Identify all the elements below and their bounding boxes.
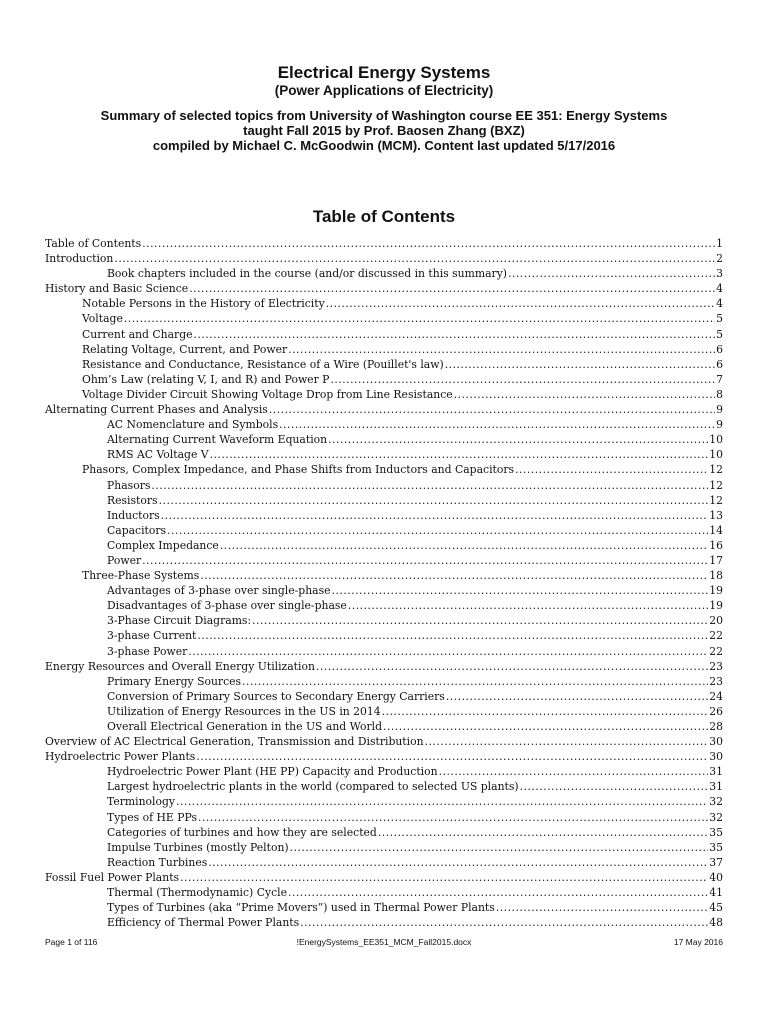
toc-dot-leader xyxy=(288,342,715,357)
toc-dot-leader xyxy=(288,885,708,900)
toc-entry-title: AC Nomenclature and Symbols xyxy=(107,418,279,432)
toc-dot-leader xyxy=(167,523,708,538)
document-header xyxy=(0,63,768,153)
toc-entry[interactable] xyxy=(45,915,723,930)
toc-entry[interactable] xyxy=(45,613,723,628)
toc-entry-title: Overall Electrical Generation in the US and World xyxy=(107,720,383,733)
toc-dot-leader xyxy=(196,749,708,764)
toc-entry[interactable] xyxy=(45,447,723,462)
toc-entry-title: Largest hydroelectric plants in the world (compared to selected US plants) xyxy=(107,780,519,794)
toc-entry-page: 6 xyxy=(716,357,723,371)
toc-entry[interactable] xyxy=(45,825,723,840)
toc-entry-page: 40 xyxy=(709,870,723,884)
toc-entry-title: 3-Phase Circuit Diagrams: xyxy=(107,614,252,628)
toc-entry[interactable] xyxy=(45,402,723,417)
footer-filename: !EnergySystems_EE351_MCM_Fall2015.docx xyxy=(296,937,472,947)
toc-entry-page: 1 xyxy=(716,237,723,250)
toc-entry-page: 26 xyxy=(709,704,723,718)
footer-date: 17 May 2016 xyxy=(673,937,723,947)
toc-entry-page: 6 xyxy=(716,342,723,356)
toc-entry-title: Relating Voltage, Current, and Power xyxy=(82,342,288,356)
toc-entry-page: 4 xyxy=(716,282,723,296)
toc-dot-leader xyxy=(188,644,708,659)
toc-entry-title: Resistors xyxy=(107,493,158,507)
toc-dot-leader xyxy=(348,598,708,613)
toc-entry[interactable] xyxy=(45,342,723,357)
toc-entry-page: 3 xyxy=(716,267,723,281)
toc-entry-page: 35 xyxy=(709,825,723,839)
toc-entry[interactable] xyxy=(45,523,723,538)
toc-entry-page: 9 xyxy=(716,403,723,417)
document-title: Electrical Energy Systems xyxy=(277,63,491,82)
toc-entry-title: Impulse Turbines (mostly Pelton) xyxy=(107,840,289,854)
toc-dot-leader xyxy=(208,855,708,870)
toc-entry-title: Phasors xyxy=(107,478,151,492)
toc-entry-title: Complex Impedance xyxy=(107,538,219,552)
summary-line-course: Summary of selected topics from University of Washington course EE 351: Energy Systems xyxy=(100,108,668,123)
toc-dot-leader xyxy=(439,764,709,779)
toc-entry-page: 4 xyxy=(716,297,723,311)
toc-dot-leader xyxy=(520,779,709,794)
toc-dot-leader xyxy=(189,281,715,296)
toc-entry-title: Thermal (Thermodynamic) Cycle xyxy=(107,886,287,900)
toc-entry[interactable] xyxy=(45,734,723,749)
toc-entry-title: History and Basic Science xyxy=(45,282,189,296)
toc-entry-page: 35 xyxy=(709,840,723,854)
toc-entry[interactable] xyxy=(45,372,723,387)
toc-entry[interactable] xyxy=(45,810,723,825)
toc-entry[interactable] xyxy=(45,885,723,900)
toc-dot-leader xyxy=(515,462,708,477)
toc-dot-leader xyxy=(269,402,715,417)
toc-entry[interactable] xyxy=(45,628,723,643)
toc-entry-page: 22 xyxy=(709,629,723,643)
toc-entry-page: 32 xyxy=(709,810,723,824)
toc-dot-leader xyxy=(300,915,708,930)
summary-line-compiler: compiled by Michael C. McGoodwin (MCM). Content last updated 5/17/2016 xyxy=(152,138,616,153)
toc-dot-leader xyxy=(176,794,708,809)
toc-entry-page: 12 xyxy=(709,463,723,477)
toc-entry-title: Introduction xyxy=(45,252,114,266)
toc-entry-title: Terminology xyxy=(107,795,176,809)
toc-entry[interactable] xyxy=(45,387,723,402)
toc-entry[interactable] xyxy=(45,357,723,372)
toc-entry-page: 12 xyxy=(709,478,723,492)
toc-dot-leader xyxy=(316,659,708,674)
toc-entry-page: 28 xyxy=(709,720,723,733)
toc-dot-leader xyxy=(142,553,708,568)
toc-entry-page: 31 xyxy=(709,765,723,779)
toc-entry-page: 23 xyxy=(709,659,723,673)
toc-entry-title: Capacitors xyxy=(107,523,167,537)
toc-entry-page: 18 xyxy=(709,569,723,583)
summary-line-instructor: taught Fall 2015 by Prof. Baosen Zhang (BXZ) xyxy=(243,123,525,138)
toc-entry-title: RMS AC Voltage V xyxy=(107,448,209,462)
footer-page-number: Page 1 of 116 xyxy=(45,937,98,947)
toc-entry-page: 23 xyxy=(709,674,723,688)
toc-entry-page: 22 xyxy=(709,644,723,658)
toc-entry-page: 19 xyxy=(709,599,723,613)
toc-entry-page: 5 xyxy=(716,327,723,341)
toc-dot-leader xyxy=(332,583,709,598)
toc-entry[interactable] xyxy=(45,855,723,870)
toc-entry-page: 41 xyxy=(709,886,723,900)
toc-dot-leader xyxy=(197,628,708,643)
toc-entry[interactable] xyxy=(45,644,723,659)
toc-entry-title: Energy Resources and Overall Energy Utilization xyxy=(45,659,315,673)
toc-entry[interactable] xyxy=(45,794,723,809)
toc-entry-title: Hydroelectric Power Plants xyxy=(45,750,196,764)
toc-entry-title: Advantages of 3-phase over single-phase xyxy=(107,584,331,598)
toc-dot-leader xyxy=(326,296,715,311)
toc-entry-page: 30 xyxy=(709,735,723,749)
toc-entry[interactable] xyxy=(45,568,723,583)
toc-dot-leader xyxy=(242,674,708,689)
toc-dot-leader xyxy=(151,478,708,493)
toc-entry[interactable] xyxy=(45,281,723,296)
toc-entry-page: 17 xyxy=(709,553,723,567)
toc-entry-page: 5 xyxy=(716,312,723,326)
toc-entry-page: 20 xyxy=(709,614,723,628)
document-subtitle: (Power Applications of Electricity) xyxy=(274,83,494,98)
toc-entry[interactable] xyxy=(45,266,723,281)
toc-entry[interactable] xyxy=(45,583,723,598)
toc-entry[interactable] xyxy=(45,749,723,764)
toc-entry[interactable] xyxy=(45,870,723,885)
toc-entry-page: 7 xyxy=(716,372,723,386)
toc-entry[interactable] xyxy=(45,432,723,447)
toc-entry-title: Notable Persons in the History of Electricity xyxy=(82,297,325,311)
toc-entry[interactable] xyxy=(45,598,723,613)
toc-entry-page: 9 xyxy=(716,418,723,432)
toc-entry[interactable] xyxy=(45,311,723,326)
toc-entry[interactable] xyxy=(45,462,723,477)
toc-entry-title: Types of Turbines (aka “Prime Movers”) used in Thermal Power Plants xyxy=(107,901,495,915)
toc-dot-leader xyxy=(454,387,715,402)
toc-entry-page: 24 xyxy=(709,689,723,703)
toc-entry-page: 48 xyxy=(709,916,723,930)
toc-entry-title: Primary Energy Sources xyxy=(107,674,242,688)
toc-dot-leader xyxy=(445,357,715,372)
toc-entry-title: Current and Charge xyxy=(82,327,193,341)
table-of-contents xyxy=(45,236,723,930)
toc-entry-title: Disadvantages of 3-phase over single-phase xyxy=(107,599,347,613)
toc-entry-title: Phasors, Complex Impedance, and Phase Shifts from Inductors and Capacitors xyxy=(82,463,515,477)
toc-entry-page: 10 xyxy=(709,433,723,447)
toc-entry[interactable] xyxy=(45,508,723,523)
toc-dot-leader xyxy=(142,236,715,251)
toc-dot-leader xyxy=(161,508,709,523)
toc-dot-leader xyxy=(425,734,709,749)
toc-entry-page: 13 xyxy=(709,508,723,522)
toc-entry-page: 37 xyxy=(709,855,723,869)
toc-entry-title: Inductors xyxy=(107,508,160,522)
toc-entry-page: 14 xyxy=(709,523,723,537)
page-footer xyxy=(45,937,723,951)
toc-entry[interactable] xyxy=(45,553,723,568)
toc-dot-leader xyxy=(508,266,715,281)
toc-dot-leader xyxy=(328,432,708,447)
toc-entry[interactable] xyxy=(45,704,723,719)
toc-dot-leader xyxy=(194,327,716,342)
toc-entry-title: Conversion of Primary Sources to Secondary Energy Carriers xyxy=(107,689,445,703)
toc-entry[interactable] xyxy=(45,493,723,508)
toc-dot-leader xyxy=(378,825,708,840)
toc-entry-title: 3-phase Current xyxy=(107,629,197,643)
toc-dot-leader xyxy=(159,493,709,508)
toc-dot-leader xyxy=(252,613,708,628)
toc-dot-leader xyxy=(496,900,708,915)
toc-entry[interactable] xyxy=(45,236,723,251)
toc-entry-page: 10 xyxy=(709,448,723,462)
toc-entry-title: Three-Phase Systems xyxy=(82,569,200,583)
toc-entry-page: 2 xyxy=(716,252,723,266)
toc-entry-title: 3-phase Power xyxy=(107,644,188,658)
toc-entry-page: 19 xyxy=(709,584,723,598)
toc-entry[interactable] xyxy=(45,296,723,311)
document-summary xyxy=(0,108,768,153)
toc-dot-leader xyxy=(198,810,708,825)
toc-entry-title: Resistance and Conductance, Resistance of a Wire (Pouillet's law) xyxy=(82,357,444,371)
toc-dot-leader xyxy=(383,719,708,734)
toc-entry[interactable] xyxy=(45,417,723,432)
toc-entry[interactable] xyxy=(45,779,723,794)
toc-dot-leader xyxy=(446,689,708,704)
toc-entry[interactable] xyxy=(45,659,723,674)
toc-entry-title: Fossil Fuel Power Plants xyxy=(45,870,180,884)
toc-heading: Table of Contents xyxy=(312,207,456,226)
toc-entry[interactable] xyxy=(45,900,723,915)
toc-dot-leader xyxy=(210,447,709,462)
toc-entry-title: Table of Contents xyxy=(45,237,142,250)
toc-entry-title: Power xyxy=(107,553,142,567)
toc-entry[interactable] xyxy=(45,327,723,342)
toc-entry[interactable] xyxy=(45,674,723,689)
toc-entry-title: Hydroelectric Power Plant (HE PP) Capacity and Production xyxy=(107,765,438,779)
toc-entry[interactable] xyxy=(45,764,723,779)
toc-entry-page: 45 xyxy=(709,901,723,915)
toc-entry-title: Overview of AC Electrical Generation, Transmission and Distribution xyxy=(45,735,424,749)
toc-entry-title: Voltage Divider Circuit Showing Voltage Drop from Line Resistance xyxy=(82,387,453,401)
toc-entry[interactable] xyxy=(45,538,723,553)
toc-entry-title: Alternating Current Waveform Equation xyxy=(107,433,328,447)
toc-dot-leader xyxy=(382,704,709,719)
toc-dot-leader xyxy=(290,840,709,855)
toc-entry-title: Efficiency of Thermal Power Plants xyxy=(107,916,300,930)
toc-dot-leader xyxy=(279,417,715,432)
toc-dot-leader xyxy=(330,372,715,387)
toc-dot-leader xyxy=(220,538,708,553)
toc-entry-title: Book chapters included in the course (and/or discussed in this summary) xyxy=(107,267,508,281)
toc-entry-page: 12 xyxy=(709,493,723,507)
toc-dot-leader xyxy=(180,870,708,885)
toc-entry[interactable] xyxy=(45,478,723,493)
toc-entry[interactable] xyxy=(45,689,723,704)
toc-entry-title: Ohm’s Law (relating V, I, and R) and Power P xyxy=(82,372,330,386)
toc-dot-leader xyxy=(124,311,715,326)
toc-entry-title: Voltage xyxy=(82,312,123,326)
toc-entry-page: 32 xyxy=(709,795,723,809)
toc-entry[interactable] xyxy=(45,719,723,734)
toc-entry[interactable] xyxy=(45,251,723,266)
toc-entry-title: Reaction Turbines xyxy=(107,855,208,869)
toc-entry-page: 30 xyxy=(709,750,723,764)
toc-entry-title: Utilization of Energy Resources in the US in 2014 xyxy=(107,704,381,718)
toc-entry-title: Alternating Current Phases and Analysis xyxy=(45,403,268,417)
toc-entry[interactable] xyxy=(45,840,723,855)
toc-dot-leader xyxy=(200,568,708,583)
toc-entry-page: 16 xyxy=(709,538,723,552)
toc-entry-page: 31 xyxy=(709,780,723,794)
toc-entry-title: Types of HE PPs xyxy=(107,810,198,824)
toc-dot-leader xyxy=(114,251,715,266)
toc-entry-title: Categories of turbines and how they are selected xyxy=(107,825,377,839)
toc-entry-page: 8 xyxy=(716,387,723,401)
